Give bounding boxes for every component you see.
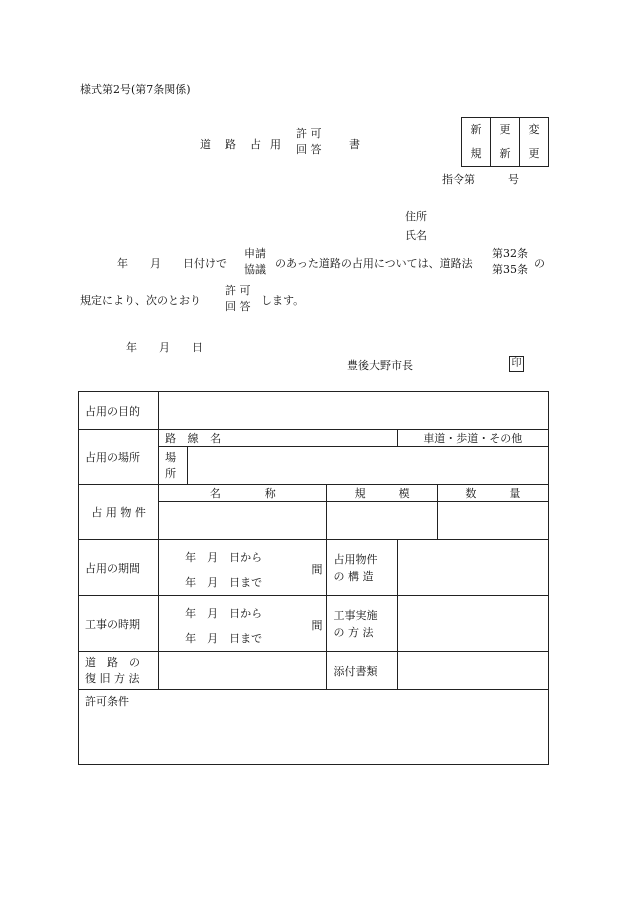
title-char: 占 <box>250 138 261 151</box>
field-restore[interactable] <box>159 652 327 690</box>
field-structure[interactable] <box>397 540 548 596</box>
grid-cell-renew[interactable]: 更 新 <box>491 118 520 167</box>
field-object-name[interactable] <box>159 502 327 540</box>
choice-answer: 回 答 <box>225 300 251 313</box>
title-choice <box>296 126 322 158</box>
period-from: 年 月 日から <box>185 550 263 564</box>
work-from: 年 月 日から <box>185 606 263 620</box>
label-object: 占 用 物 件 <box>79 485 159 540</box>
label-restore: 道 路 の 復 旧 方 法 <box>79 652 159 690</box>
field-work-method[interactable] <box>397 596 548 652</box>
label-conditions: 許可条件 <box>85 695 129 708</box>
label-structure: 占用物件 の 構 造 <box>327 540 397 596</box>
issue-date: 年 月 日 <box>126 341 203 354</box>
period-kan: 間 <box>311 562 323 576</box>
label-road-type[interactable]: 車道・歩道・その他 <box>397 430 548 447</box>
apply-choice <box>244 246 266 278</box>
choice-permit: 許 可 <box>225 284 251 297</box>
result-choice <box>225 283 251 315</box>
field-attachments[interactable] <box>397 652 548 690</box>
label-work-method: 工事実施 の 方 法 <box>327 596 397 652</box>
name-label: 氏名 <box>405 229 427 242</box>
occupancy-table <box>78 391 549 765</box>
field-object-scale[interactable] <box>327 502 437 540</box>
grid-cell-change[interactable]: 変 更 <box>520 118 549 167</box>
label-work-period: 工事の時期 <box>79 596 159 652</box>
choice-apply: 申請 <box>244 247 266 260</box>
choice-article-32: 第32条 <box>492 247 528 260</box>
title-char: 道 <box>200 138 211 151</box>
period-to: 年 月 日まで <box>185 575 263 589</box>
title-left <box>200 136 281 152</box>
form-number: 様式第2号(第7条関係) <box>80 83 191 96</box>
change-type-grid <box>461 117 549 167</box>
title-choice-permit: 許 可 <box>296 127 322 140</box>
grid-cell-new[interactable]: 新 規 <box>462 118 491 167</box>
body-date: 年 月 日付けで <box>117 257 227 270</box>
field-object-quantity[interactable] <box>437 502 548 540</box>
field-period[interactable] <box>159 540 327 596</box>
title-char: 路 <box>225 138 236 151</box>
field-conditions[interactable] <box>79 690 549 765</box>
body-mid-text: のあった道路の占用については、道路法 <box>275 257 473 270</box>
field-work-period[interactable] <box>159 596 327 652</box>
label-purpose: 占用の目的 <box>79 392 159 430</box>
title-char: 用 <box>270 138 281 151</box>
label-place: 占用の場所 <box>79 430 159 485</box>
label-location: 場 所 <box>159 447 188 485</box>
field-location[interactable] <box>188 447 549 485</box>
field-purpose[interactable] <box>159 392 549 430</box>
article-choice <box>492 246 528 278</box>
col-quantity: 数 量 <box>437 485 548 502</box>
body-line2-start: 規定により、次のとおり <box>80 294 201 307</box>
choice-consult: 協議 <box>244 263 266 276</box>
work-to: 年 月 日まで <box>185 631 263 645</box>
title-suffix: 書 <box>349 138 360 151</box>
directive-number: 指令第 号 <box>442 173 519 186</box>
body-end-text: の <box>534 257 545 270</box>
label-attachments: 添付書類 <box>327 652 397 690</box>
col-name: 名 称 <box>159 485 327 502</box>
work-kan: 間 <box>311 618 323 632</box>
choice-article-35: 第35条 <box>492 263 528 276</box>
label-period: 占用の期間 <box>79 540 159 596</box>
title-choice-answer: 回 答 <box>296 143 322 156</box>
body-line2-end: します。 <box>261 294 305 307</box>
label-route-name: 路 線 名 <box>159 430 397 447</box>
col-scale: 規 模 <box>327 485 437 502</box>
address-label: 住所 <box>405 210 427 223</box>
issuer-name: 豊後大野市長 <box>347 359 413 372</box>
seal-mark: 印 <box>509 356 524 372</box>
